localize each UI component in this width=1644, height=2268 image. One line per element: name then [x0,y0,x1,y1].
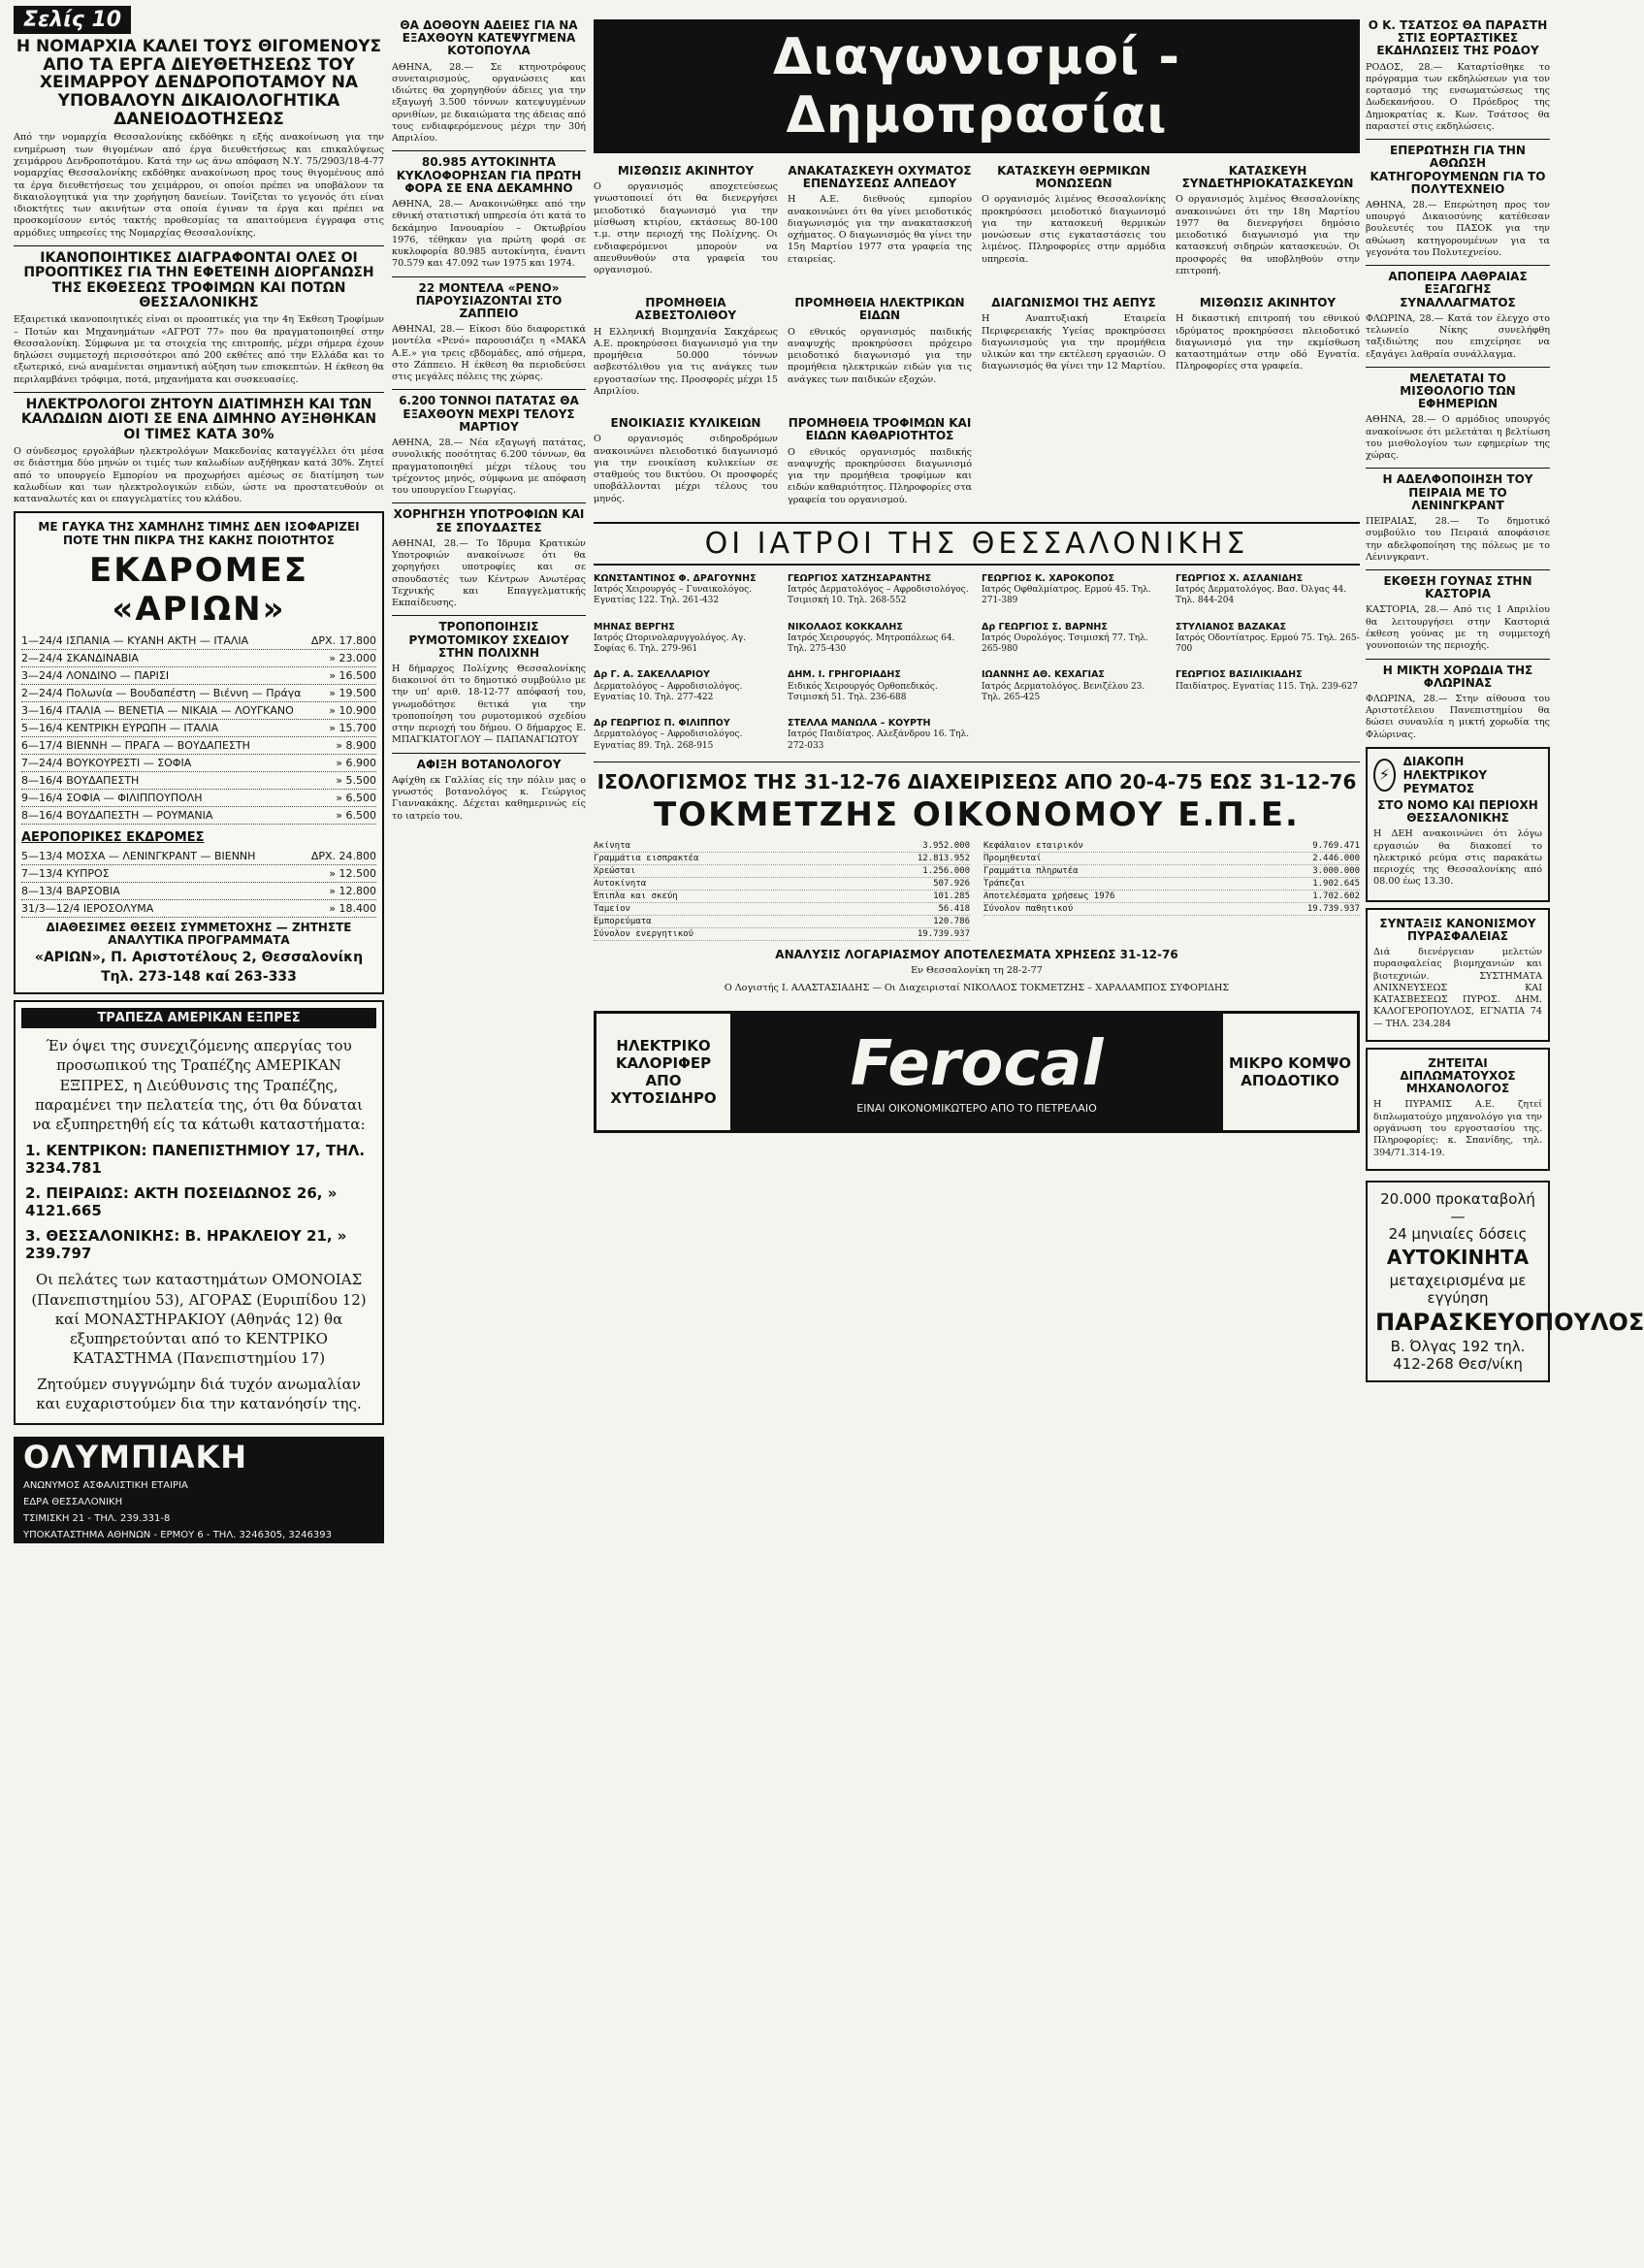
balance-line [594,853,970,865]
tour-price: » 23.000 [329,651,376,664]
doctor-info: Παιδίατρος. Εγνατίας 115. Τηλ. 239-627 [1176,681,1359,692]
fire-safety-title: ΣΥΝΤΑΞΙΣ ΚΑΝΟΝΙΣΜΟΥ ΠΥΡΑΣΦΑΛΕΙΑΣ [1379,916,1536,943]
tender-notice-title: ΚΑΤΑΣΚΕΥΗ ΣΥΝΔΕΤΗΡΙΟΚΑΤΑΣΚΕΥΩΝ [1181,164,1354,191]
tour-price: » 16.500 [329,668,376,682]
tour-route: 2—24/4 ΣΚΑΝΔΙΝΑΒΙΑ [21,651,139,664]
engineer-ad [1366,1048,1550,1171]
doctor-entry [1176,622,1360,656]
doctor-info: Ιατρός Ωτορινολαρυγγολόγος. Αγ. Σοφίας 6. Τηλ. 279-961 [594,632,746,655]
tender-notice-text: Ο οργανισμός λιμένος Θεσσαλονίκης προκηρύσσει μειοδοτικό διαγωνισμό για την κατασκευή θερμικών μονώσεων στις εγκαταστάσεις του λιμένος. Πληροφορίες στην αρμόδια υπηρεσία. [982,194,1166,265]
doctor-info: Ιατρός Δερματολόγος. Βασ. Όλγας 44. Τηλ. 844-204 [1176,585,1347,606]
article-body-botanist: Αφίχθη εκ Γαλλίας είς την πόλιν μας ο γνωστός βοτανολόγος κ. Γεώργιος Γιαννακάκης. Δέχεται καθημερινώς είς το ιατρείο του. [392,774,586,822]
olympiaki-sub-2: ΕΔΡΑ ΘΕΣΣΑΛΟΝΙΚΗ [23,1497,123,1508]
power-cut-subtitle: ΣΤΟ ΝΟΜΟ ΚΑΙ ΠΕΡΙΟΧΗ ΘΕΣΣΑΛΟΝΙΚΗΣ [1377,797,1538,826]
article-body-polichni: Η δήμαρχος Πολίχνης Θεσσαλονίκης διακοινοί ότι το δημοτικό συμβούλιο με την υπ' αριθ. 18-12-77 απόφασή του, γνωμοδότησε θετικά για την τροποποίηση του ρυμοτομικού σχεδίου στην περιοχή του δήμου. Ο δήμαρχος Ε. ΜΠΑΓΚΙΑΤΟΓΛΟΥ — ΠΑΠΑΝΑΓΙΩΤΟΥ [392,663,586,746]
tender-notice-title: ΑΝΑΚΑΤΑΣΚΕΥΗ ΟΧΥΜΑΤΟΣ ΕΠΕΝΔΥΣΕΩΣ ΑΛΠΕΔΟΥ [788,164,972,191]
article-title-priests: ΜΕΛΕΤΑΤΑΙ ΤΟ ΜΙΣΘΟΛΟΓΙΟ ΤΩΝ ΕΦΗΜΕΡΙΩΝ [1400,371,1516,411]
arion-intro: ΜΕ ΓΑΥΚΑ ΤΗΣ ΧΑΜΗΛΗΣ ΤΙΜΗΣ ΔΕΝ ΙΣΟΦΑΡΙΖΕΙ ΠΟΤΕ ΤΗΝ ΠΙΚΡΑ ΤΗΣ ΚΑΚΗΣ ΠΟΙΟΤΗΤΟΣ [38,520,360,547]
balance-value: 12.813.952 [917,853,970,863]
pl-title: ΑΝΑΛΥΣΙΣ ΛΟΓΑΡΙΑΣΜΟΥ ΑΠΟΤΕΛΕΣΜΑΤΑ ΧΡΗΣΕΩΣ 31-12-76 [775,947,1178,961]
balance-value: 507.926 [933,878,970,889]
balance-line [594,891,970,903]
air-tour-row [21,865,376,883]
air-tour-row [21,900,376,918]
divider [1366,569,1550,570]
doctor-info: Ιατρός Παιδίατρος. Αλεξάνδρου 16. Τηλ. 272-033 [788,729,970,751]
article-body-scholarships: ΑΘΗΝΑΙ, 28.— Το Ίδρυμα Κρατικών Υποτροφιών ανακοίνωσε ότι θα χορηγήσει υποτροφίες και σε σπουδαστές των Κέντρων Ανωτέρας Τεχνικής και Επαγγελματικής Εκπαίδευσης. [392,537,586,609]
amex-apology: Ζητούμεν συγγνώμην διά τυχόν ανωμαλίαν και ευχαριστούμεν δια την κατανόησίν της. [36,1375,362,1412]
article-body-piraeus: ΠΕΙΡΑΙΑΣ, 28.— Το δημοτικό συμβούλιο του Πειραιά αποφάσισε την αδελφοποίηση της πόλεως με το Λένινγκραντ. [1366,516,1550,563]
article-title-renault: 22 ΜΟΝΤΕΛΑ «ΡΕΝΟ» ΠΑΡΟΥΣΙΑΖΟΝΤΑΙ ΣΤΟ ΖΑΠΠΕΙΟ [415,280,563,320]
balance-value: 1.256.000 [922,865,970,876]
balance-line [594,903,970,916]
doctor-info: Ιατρός Δερματολόγος. Βενιζέλου 23. Τηλ. 265-425 [982,681,1145,702]
air-tour-route: 7—13/4 ΚΥΠΡΟΣ [21,866,110,880]
article-title-fur: ΕΚΘΕΣΗ ΓΟΥΝΑΣ ΣΤΗΝ ΚΑΣΤΟΡΙΑ [1383,574,1532,601]
tour-price: » 5.500 [336,773,376,787]
amex-bar: ΤΡΑΠΕΖΑ ΑΜΕΡΙΚΑΝ ΕΞΠΡΕΣ [21,1008,376,1028]
divider [392,276,586,277]
article-body-currency: ΦΛΩΡΙΝΑ, 28.— Κατά τον έλεγχο στο τελωνείο Νίκης συνελήφθη ταξιδιώτης που επιχείρησε να εξαγάγει λαθραία συνάλλαγμα. [1366,312,1550,360]
article-title-agrot: ΙΚΑΝΟΠΟΙΗΤΙΚΕΣ ΔΙΑΓΡΑΦΟΝΤΑΙ ΟΛΕΣ ΟΙ ΠΡΟΟΠΤΙΚΕΣ ΓΙΑ ΤΗΝ ΕΦΕΤΕΙΝΗ ΔΙΟΡΓΑΝΩΣΗ ΤΗΣ ΕΚΘΕΣΕΩΣ ΤΡΟΦΙΜΩΝ ΚΑΙ ΠΟΤΩΝ ΘΕΣΣΑΛΟΝΙΚΗΣ [23,249,374,310]
tender-notice [594,293,778,404]
tender-notices [594,161,1360,512]
divider [1366,139,1550,140]
balance-value: 19.739.937 [1306,903,1360,914]
divider [1366,659,1550,660]
tour-price: » 6.500 [336,808,376,822]
air-tour-route: 8—13/4 ΒΑΡΣΟΒΙΑ [21,884,120,897]
article-title-nomarchia: Η ΝΟΜΑΡΧΙΑ ΚΑΛΕΙ ΤΟΥΣ ΘΙΓΟΜΕΝΟΥΣ ΑΠΟ ΤΑ ΕΡΓΑ ΔΙΕΥΘΕΤΗΣΕΩΣ ΤΟΥ ΧΕΙΜΑΡΡΟΥ ΔΕΝΔΡΟΠΟΤΑΜΟΥ ΝΑ ΥΠΟΒΑΛΟΥΝ ΔΙΚΑΙΟΛΟΓΗΤΙΚΑ ΔΑΝΕΙΟΔΟΤΗΣΕΩΣ [16,37,382,129]
ferocal-ad [594,1011,1360,1133]
doctor-info: Ιατρός Χειρουργός – Γυναικολόγος. Εγνατίας 122. Τηλ. 261-432 [594,585,753,606]
tender-notice-text: Ο οργανισμός αποχετεύσεως γνωστοποιεί ότι θα διενεργήσει μειοδοτικό διαγωνισμό για την μίσθωση κτιρίου, εκτάσεως 80-100 τ.μ. στην περιοχή της Πολίχνης. Οι ενδιαφερόμενοι μπορούν να απευθυνθούν στα γραφεία του οργανισμού. [594,181,778,276]
article-body-tsatsos: ΡΟΔΟΣ, 28.— Καταρτίσθηκε το πρόγραμμα των εκδηλώσεων για τον εορτασμό της ενσωματώσεως της Δωδεκανήσου. Ο Πρόεδρος της Δημοκρατίας κ. Κων. Τσάτσος θα παραστεί στις εκδηλώσεις. [1366,61,1550,132]
arion-air-list [21,848,376,918]
amex-note: Οι πελάτες των καταστημάτων ΟΜΟΝΟΙΑΣ (Πανεπιστημίου 53), ΑΓΟΡΑΣ (Ευριπίδου 12) καί ΜΟΝΑΣΤΗΡΑΚΙΟΥ (Αθηνάς 12) θα εξυπηρετούνται από το ΚΕΝΤΡΙΚΟ ΚΑΤΑΣΤΗΜΑ (Πανεπιστημίου 17) [31,1271,367,1368]
balance-line [983,903,1360,916]
olympiaki-sub-1: ΑΝΩΝΥΜΟΣ ΑΣΦΑΛΙΣΤΙΚΗ ΕΤΑΙΡΙΑ [23,1480,188,1492]
power-cut-notice [1366,747,1550,902]
doctors-title: ΟΙ ΙΑΤΡΟΙ ΤΗΣ ΘΕΣΣΑΛΟΝΙΚΗΣ [594,522,1360,566]
article-title-polichni: ΤΡΟΠΟΠΟΙΗΣΙΣ ΡΥΜΟΤΟΜΙΚΟΥ ΣΧΕΔΙΟΥ ΣΤΗΝ ΠΟΛΙΧΝΗ [408,620,569,660]
amex-ad [14,1000,384,1425]
balance-sheet-grid [594,840,1360,941]
olympiaki-sub-3: ΤΣΙΜΙΣΚΗ 21 - ΤΗΛ. 239.331-8 [23,1513,171,1525]
divider [594,761,1360,762]
article-title-choir: Η ΜΙΚΤΗ ΧΟΡΩΔΙΑ ΤΗΣ ΦΛΩΡΙΝΑΣ [1382,663,1533,690]
doctor-info: Ιατρός Δερματολόγος – Αφροδισιολόγος. Τσιμισκή 10. Τηλ. 268-552 [788,585,969,606]
air-tour-row [21,883,376,900]
balance-line [594,878,970,891]
balance-line [594,865,970,878]
air-tour-price: » 18.400 [329,901,376,915]
balance-label: Ταμείον [594,903,630,914]
doctor-info: Δερματολόγος – Αφροδισιολόγος. Εγνατίας 89. Τηλ. 268-915 [594,729,743,751]
tour-row [21,685,376,702]
doctor-info: Ιατρός Οφθαλμίατρος. Ερμού 45. Τηλ. 271-389 [982,585,1151,606]
tender-notice-text: Η Ελληνική Βιομηχανία Σακχάρεως Α.Ε. προκηρύσσει διαγωνισμό για την προμήθεια 50.000 τόννων ασβεστόλιθου για τις ανάγκες των εργοστασίων της. Προσφορές μέχρι 15 Απριλίου. [594,326,778,397]
tender-notice [594,413,778,512]
tour-row [21,667,376,685]
tender-notice-title: ΠΡΟΜΗΘΕΙΑ ΗΛΕΚΤΡΙΚΩΝ ΕΙΔΩΝ [794,296,965,323]
ferocal-left-text: ΗΛΕΚΤΡΙΚΟ ΚΑΛΟΡΙΦΕΡ ΑΠΟ ΧΥΤΟΣΙΔΗΡΟ [610,1036,717,1107]
tour-price: » 8.900 [336,738,376,752]
tour-row [21,720,376,737]
balance-value: 120.786 [933,916,970,926]
amex-text: Έν όψει της συνεχιζόμενης απεργίας του προσωπικού της Τραπέζης ΑΜΕΡΙΚΑΝ ΕΞΠΡΕΣ, η Διεύθυνσις της Τραπέζης, παραμένει την πελατεία της, ότι θα δύναται να εξυπηρετηθή είς τα κάτωθι καταστήματα: [32,1037,366,1134]
tender-notice-title: ΚΑΤΑΣΚΕΥΗ ΘΕΡΜΙΚΩΝ ΜΟΝΩΣΕΩΝ [997,164,1150,191]
tour-route: 1—24/4 ΙΣΠΑΝΙΑ — ΚΥΑΝΗ ΑΚΤΗ — ΙΤΑΛΙΑ [21,633,249,647]
doctor-name: ΝΙΚΟΛΑΟΣ ΚΟΚΚΑΛΗΣ [788,621,903,632]
tour-price: » 10.900 [329,703,376,717]
balance-value: 101.285 [933,891,970,901]
tender-notice-text: Η Α.Ε. διεθνούς εμπορίου ανακοινώνει ότι θα γίνει μειοδοτικός διαγωνισμός για την ανακατασκευή οχήματος. Ο διαγωνισμός θα γίνει την 15η Μαρτίου 1977 στα γραφεία της εταιρείας. [788,194,972,265]
tour-route: 5—16/4 ΚΕΝΤΡΙΚΗ ΕΥΡΩΠΗ — ΙΤΑΛΙΑ [21,721,219,734]
doctor-info: Δερματολόγος – Αφροδισιολόγος. Εγνατίας 10. Τηλ. 277-422 [594,681,743,702]
article-title-tsatsos: Ο Κ. ΤΣΑΤΣΟΣ ΘΑ ΠΑΡΑΣΤΗ ΣΤΙΣ ΕΟΡΤΑΣΤΙΚΕΣ ΕΚΔΗΛΩΣΕΙΣ ΤΗΣ ΡΟΔΟΥ [1368,18,1548,58]
doctor-entry [788,622,972,656]
doctor-name: ΙΩΑΝΝΗΣ ΑΘ. ΚΕΧΑΓΙΑΣ [982,669,1105,681]
doctor-name: ΓΕΩΡΓΙΟΣ ΧΑΤΖΗΣΑΡΑΝΤΗΣ [788,572,932,584]
article-title-cars: 80.985 ΑΥΤΟΚΙΝΗΤΑ ΚΥΚΛΟΦΟΡΗΣΑΝ ΓΙΑ ΠΡΩΤΗ ΦΟΡΑ ΣΕ ΕΝΑ ΔΕΚΑΜΗΝΟ [396,155,582,195]
doctor-info: Ιατρός Χειρουργός. Μητροπόλεως 64. Τηλ. 275-430 [788,632,955,655]
tour-price: » 6.900 [336,756,376,769]
tour-row [21,632,376,650]
doctor-entry [788,669,972,703]
article-title-potatoes: 6.200 ΤΟΝΝΟΙ ΠΑΤΑΤΑΣ ΘΑ ΕΞΑΧΘΟΥΝ ΜΕΧΡΙ ΤΕΛΟΥΣ ΜΑΡΤΙΟΥ [399,394,579,434]
balance-value: 1.702.602 [1312,891,1360,901]
balance-label: Έπιπλα και σκεύη [594,891,678,901]
article-title-currency: ΑΠΟΠΕΙΡΑ ΛΑΘΡΑΙΑΣ ΕΞΑΓΩΓΗΣ ΣΥΝΑΛΛΑΓΜΑΤΟΣ [1388,270,1528,309]
ferocal-right-text: ΜΙΚΡΟ ΚΟΜΨΟ ΑΠΟΔΟΤΙΚΟ [1229,1053,1351,1089]
doctor-info: Ιατρός Ουρολόγος. Τσιμισκή 77. Τηλ. 265-980 [982,632,1148,655]
doctor-entry [788,718,972,752]
tender-notice-title: ΔΙΑΓΩΝΙΣΜΟΙ ΤΗΣ ΑΕΠΥΣ [991,296,1156,310]
article-body-priests: ΑΘΗΝΑ, 28.— Ο αρμόδιος υπουργός ανακοίνωσε ότι μελετάται η βελτίωση του μισθολογίου των εφημερίων της χώρας. [1366,414,1550,462]
tour-route: 8—16/4 ΒΟΥΔΑΠΕΣΤΗ — ΡΟΥΜΑΝΙΑ [21,808,213,822]
doctor-entry [982,573,1166,607]
power-cut-title: ΔΙΑΚΟΠΗ ΗΛΕΚΤΡΙΚΟΥ ΡΕΥΜΑΤΟΣ [1402,754,1488,795]
tender-notice-title: ΜΙΣΘΩΣΙΣ ΑΚΙΝΗΤΟΥ [617,164,755,178]
ferocal-slogan: ΕΙΝΑΙ ΟΙΚΟΝΟΜΙΚΩΤΕΡΟ ΑΠΟ ΤΟ ΠΕΤΡΕΛΑΙΟ [856,1102,1097,1116]
divider [392,150,586,151]
balance-value: 3.952.000 [922,840,970,851]
doctor-entry [594,573,778,607]
tender-notice [788,161,972,283]
divider [392,389,586,390]
tour-route: 8—16/4 ΒΟΥΔΑΠΕΣΤΗ [21,773,140,787]
article-body-cars: ΑΘΗΝΑ, 28.— Ανακοινώθηκε από την εθνική στατιστική υπηρεσία ότι κατά το δεκάμηνο Ιανουαρίου – Οκτωβρίου 1976, τέθηκαν για πρώτη φορά σε κυκλοφορία 80.985 αυτοκίνητα, έναντι 70.579 και 47.092 των 1975 και 1974. [392,198,586,270]
divider [14,245,384,246]
tender-notice [1176,161,1360,283]
doctor-entry [1176,573,1360,607]
divider [392,615,586,616]
tender-notice-title: ΜΙΣΘΩΣΙΣ ΑΚΙΝΗΤΟΥ [1199,296,1337,310]
divider [1366,468,1550,469]
article-body-fur: ΚΑΣΤΟΡΙΑ, 28.— Από τις 1 Απριλίου θα λειτουργήσει στην Καστοριά έκθεση γούνας με τη συμμετοχή γουνοποιών της περιοχής. [1366,604,1550,652]
tender-notice-title: ΕΝΟΙΚΙΑΣΙΣ ΚΥΛΙΚΕΙΩΝ [610,416,761,431]
tour-route: 7—24/4 ΒΟΥΚΟΥΡΕΣΤΙ — ΣΟΦΙΑ [21,756,192,769]
engineer-title: ΖΗΤΕΙΤΑΙ ΔΙΠΛΩΜΑΤΟΥΧΟΣ ΜΗΧΑΝΟΛΟΓΟΣ [1400,1055,1516,1096]
divider [14,392,384,393]
tour-price: ΔΡΧ. 17.800 [310,633,376,647]
tender-notice [594,161,778,283]
tender-notice [788,413,972,512]
article-body-electricians: Ο σύνδεσμος εργολάβων ηλεκτρολόγων Μακεδονίας καταγγέλλει ότι μέσα σε διάστημα δύο μηνών οι τιμές των καλωδίων αυξήθηκαν κατά 30%. Ζητεί από το υπουργείο Εμπορίου να προχωρήσει αμέσως σε διατίμηση των καλωδίων και των ηλεκτρολογικών ειδών, ώστε να προστατευθούν οι καταναλωτές και οι επαγγελματίες του κλάδου. [14,446,384,505]
page-label-bar [14,6,384,34]
air-tour-route: 31/3—12/4 ΙΕΡΟΣΟΛΥΜΑ [21,901,154,915]
car-ad-line-2: ΑΥΤΟΚΙΝΗΤΑ [1386,1245,1530,1269]
amex-address-3: 3. ΘΕΣΣΑΛΟΝΙΚΗΣ: Β. ΗΡΑΚΛΕΙΟΥ 21, » 239.797 [25,1227,347,1263]
arion-footer-2: «ΑΡΙΩΝ», Π. Αριστοτέλους 2, Θεσσαλονίκη [34,950,364,966]
amex-address-2: 2. ΠΕΙΡΑΙΩΣ: ΑΚΤΗ ΠΟΣΕΙΔΩΝΟΣ 26, » 4121.665 [25,1184,338,1220]
article-title-scholarships: ΧΟΡΗΓΗΣΗ ΥΠΟΤΡΟΦΙΩΝ ΚΑΙ ΣΕ ΣΠΟΥΔΑΣΤΕΣ [393,507,585,535]
tour-row [21,790,376,807]
balance-value: 56.418 [938,903,970,914]
olympiaki-ad [14,1437,384,1543]
air-tour-row [21,848,376,865]
divider [392,753,586,754]
air-tour-route: 5—13/4 ΜΟΣΧΑ — ΛΕΝΙΝΓΚΡΑΝΤ — ΒΙΕΝΝΗ [21,849,256,862]
amex-address-1: 1. ΚΕΝΤΡΙΚΟΝ: ΠΑΝΕΠΙΣΤΗΜΙΟΥ 17, ΤΗΛ. 3234.781 [25,1142,366,1178]
article-body-renault: ΑΘΗΝΑΙ, 28.— Είκοσι δύο διαφορετικά μοντέλα «Ρενό» παρουσιάζει η «ΜΑΚΑ Α.Ε.» για τρεις εβδομάδες, από σήμερα, στο Ζάππειο. Η έκθεση θα περιοδεύσει στις μεγάλες πόλεις της χώρας. [392,324,586,383]
balance-line [983,840,1360,853]
tour-row [21,650,376,667]
arion-tours-ad [14,511,384,994]
tour-price: » 6.500 [336,791,376,804]
balance-line [983,865,1360,878]
tour-row [21,702,376,720]
tour-row [21,772,376,790]
balance-value: 9.769.471 [1312,840,1360,851]
article-title-botanist: ΑΦΙΞΗ ΒΟΤΑΝΟΛΟΓΟΥ [416,757,562,771]
balance-label: Κεφάλαιον εταιρικόν [983,840,1083,851]
balance-value: 19.739.937 [917,928,970,939]
doctor-name: Δρ ΓΕΩΡΓΙΟΣ Σ. ΒΑΡΝΗΣ [982,621,1108,632]
balance-label: Γραμμάτια πληρωτέα [983,865,1079,876]
doctor-entry [982,622,1166,656]
fire-safety-ad [1366,908,1550,1042]
balance-label: Τράπεζαι [983,878,1026,889]
doctor-name: Δρ ΓΕΩΡΓΙΟΣ Π. ΦΙΛΙΠΠΟΥ [594,718,730,729]
divider [392,502,586,503]
article-title-electricians: ΗΛΕΚΤΡΟΛΟΓΟΙ ΖΗΤΟΥΝ ΔΙΑΤΙΜΗΣΗ ΚΑΙ ΤΩΝ ΚΑΛΩΔΙΩΝ ΔΙΟΤΙ ΣΕ ΕΝΑ ΔΙΜΗΝΟ ΑΥΞΗΘΗΚΑΝ ΟΙ ΤΙΜΕΣ ΚΑΤΑ 30% [20,396,377,442]
doctors-list [594,573,1360,757]
doctor-name: ΓΕΩΡΓΙΟΣ Χ. ΑΣΛΑΝΙΔΗΣ [1176,572,1304,584]
doctor-entry [1176,669,1360,703]
car-ad-line-1b: 24 μηνιαίες δόσεις [1388,1224,1528,1243]
tender-notice-text: Η Αναπτυξιακή Εταιρεία Περιφερειακής Υγείας προκηρύσσει διαγωνισμούς για την προμήθεια υλικών και την εκτέλεση εργασιών. Ο διαγωνισμός θα γίνει την 12 Μαρτίου. [982,313,1166,373]
balance-value: 1.902.645 [1312,878,1360,889]
tour-row [21,737,376,755]
tender-notice-text: Ο εθνικός οργανισμός παιδικής αναψυχής προκηρύσσει πρόχειρο μειοδοτικό διαγωνισμό για την προμήθεια ηλεκτρικών ειδών για τις ανάγκες των παιδικών εξοχών. [788,326,972,385]
tender-notice [982,293,1166,404]
tender-notice-text: Ο οργανισμός λιμένος Θεσσαλονίκης ανακοινώνει ότι την 18η Μαρτίου 1977 θα διενεργήσει δημόσιο μειοδοτικό διαγωνισμό για την κατασκευή σιδηρών κατασκευών. Οι προσφορές θα υποβληθούν στην επιτροπή. [1176,194,1360,276]
doctor-name: ΓΕΩΡΓΙΟΣ ΒΑΣΙΛΙΚΙΑΔΗΣ [1176,669,1303,681]
arion-air-title: ΑΕΡΟΠΟΡΙΚΕΣ ΕΚΔΡΟΜΕΣ [21,829,205,845]
air-tour-price: » 12.800 [329,884,376,897]
column-2 [392,0,586,828]
doctor-name: ΚΩΝΣΤΑΝΤΙΝΟΣ Φ. ΔΡΑΓΟΥΝΗΣ [594,572,757,584]
column-4 [1366,0,1644,1382]
divider [1366,265,1550,266]
tour-route: 3—16/4 ΙΤΑΛΙΑ — ΒΕΝΕΤΙΑ — ΝΙΚΑΙΑ — ΛΟΥΓΚΑΝΟ [21,703,294,717]
car-ad-line-1: 20.000 προκαταβολή — [1380,1189,1535,1225]
ferocal-brand: Ferocal [850,1028,1104,1101]
olympiaki-logo: ΟΛΥΜΠΙΑΚΗ [23,1439,248,1476]
balance-line [983,853,1360,865]
doctor-name: ΣΤΕΛΛΑ ΜΑΝΩΛΑ – ΚΟΥΡΤΗ [788,718,931,729]
balance-line [983,891,1360,903]
tender-notice [1176,293,1360,404]
balance-label: Εμπορεύματα [594,916,652,926]
balance-label: Ακίνητα [594,840,630,851]
balance-label: Προμηθευταί [983,853,1042,863]
doctor-entry [594,718,778,752]
balance-label: Σύνολον ενεργητικού [594,928,693,939]
tour-price: » 15.700 [329,721,376,734]
olympiaki-sub-4: ΥΠΟΚΑΤΑΣΤΗΜΑ ΑΘΗΝΩΝ - ΕΡΜΟΥ 6 - ΤΗΛ. 3246305, 3246393 [23,1530,332,1541]
divider [1366,367,1550,368]
column-3 [594,0,1360,1133]
air-tour-price: ΔΡΧ. 24.800 [310,849,376,862]
balance-place: Εν Θεσσαλονίκη τη 28-2-77 [911,965,1043,977]
power-cut-text: Η ΔΕΗ ανακοινώνει ότι λόγω εργασιών θα διακοπεί το ηλεκτρικό ρεύμα στις παρακάτω περιοχές της Θεσσαλονίκης από 08.00 έως 13.30. [1373,828,1542,888]
column-1 [14,0,384,1543]
doctor-entry [982,669,1166,703]
balance-signers: Ο Λογιστής Ι. ΑΛΑΣΤΑΣΙΑΔΗΣ — Οι Διαχειρισταί ΝΙΚΟΛΑΟΣ ΤΟΚΜΕΤΖΗΣ – ΧΑΡΑΛΑΜΠΟΣ ΣΥΦΟΡΙΔΗΣ [724,983,1230,994]
balance-line [594,916,970,928]
balance-sheet-title: ΙΣΟΛΟΓΙΣΜΟΣ ΤΗΣ 31-12-76 ΔΙΑΧΕΙΡΙΣΕΩΣ ΑΠΟ 20-4-75 ΕΩΣ 31-12-76 [596,769,1357,794]
car-ad-dealer: ΠΑΡΑΣΚΕΥΟΠΟΥΛΟΣ [1375,1308,1644,1336]
tour-route: 6—17/4 ΒΙΕΝΝΗ — ΠΡΑΓΑ — ΒΟΥΔΑΠΕΣΤΗ [21,738,250,752]
car-dealer-ad [1366,1181,1644,1382]
doctor-info: Ιατρός Οδοντίατρος. Ερμού 75. Τηλ. 265-700 [1176,632,1360,655]
tour-route: 2—24/4 Πολωνία — Βουδαπέστη — Βιέννη — Πράγα [21,686,302,699]
balance-value: 2.446.000 [1312,853,1360,863]
car-ad-address: Β. Όλγας 192 τηλ. 412-268 Θεσ/νίκη [1390,1337,1526,1373]
balance-label: Χρεώσται [594,865,636,876]
balance-label: Σύνολον παθητικού [983,903,1074,914]
tour-price: » 19.500 [329,686,376,699]
lightning-bolt-icon: ⚡ [1373,759,1396,792]
article-body-chicken: ΑΘΗΝΑ, 28.— Σε κτηνοτρόφους συνεταιρισμούς, οργανώσεις και ιδιώτες θα χορηγηθούν άδειες για την εξαγωγή 3.500 τόννων κατεψυγμένων ορνιθίων, με δικαιώματα της άδειας από τους ενδιαφερόμενους μέχρι την 30ή Απριλίου. [392,61,586,145]
tenders-banner: Διαγωνισμοί - Δημοπρασίαι [594,19,1360,153]
car-ad-line-2b: μεταχειρισμένα με εγγύηση [1389,1271,1527,1307]
doctor-name: ΜΗΝΑΣ ΒΕΡΓΗΣ [594,621,675,632]
balance-value: 3.000.000 [1312,865,1360,876]
power-cut-header [1373,755,1542,795]
tender-notice-text: Ο εθνικός οργανισμός παιδικής αναψυχής προκηρύσσει διαγωνισμό για την προμήθεια τροφίμων και ειδών καθαριότητος. Πληροφορίες στα γραφεία του οργανισμού. [788,446,972,505]
tender-notice-title: ΠΡΟΜΗΘΕΙΑ ΤΡΟΦΙΜΩΝ ΚΑΙ ΕΙΔΩΝ ΚΑΘΑΡΙΟΤΗΤΟΣ [788,416,972,443]
doctor-name: Δρ Γ. Α. ΣΑΚΕΛΛΑΡΙΟΥ [594,669,710,681]
tender-notice [788,293,972,404]
balance-sheet-company: ΤΟΚΜΕΤΖΗΣ ΟΙΚΟΝΟΜΟΥ Ε.Π.Ε. [654,794,1300,834]
tour-route: 3—24/4 ΛΟΝΔΙΝΟ — ΠΑΡΙΣΙ [21,668,170,682]
tender-notice-text: Η δικαστική επιτροπή του εθνικού ιδρύματος προκηρύσσει πλειοδοτικό διαγωνισμό για την εκμίσθωση καταστημάτων στην οδό Εγνατία. Πληροφορίες στα γραφεία. [1176,313,1360,373]
article-body-agrot: Εξαιρετικά ικανοποιητικές είναι οι προοπτικές για την 4η Έκθεση Τροφίμων – Ποτών και Μηχανημάτων «ΑΓΡΟΤ 77» που θα πραγματοποιηθεί στην Θεσσαλονίκη. Σύμφωνα με τα στοιχεία της επιτροπής, μέχρι σήμερα έχουν δηλώσει συμμετοχή περισσότεροι από 200 εκθέτες από την Ελλάδα και το εξωτερικό, ενώ αναμένεται σημαντική αύξηση των επισκεπτών. Η έκθεση θα περιλαμβάνει τρόφιμα, ποτά, μηχανήματα και συσκευασίες. [14,314,384,385]
tour-row [21,807,376,825]
tour-row [21,755,376,772]
doctor-entry [788,573,972,607]
ferocal-brand-panel [730,1014,1223,1130]
tour-route: 9—16/4 ΣΟΦΙΑ — ΦΙΛΙΠΠΟΥΠΟΛΗ [21,791,203,804]
article-body-polytechnic: ΑΘΗΝΑ, 28.— Επερώτηση προς τον υπουργό Δικαιοσύνης κατέθεσαν βουλευτές του ΠΑΣΟΚ για την αθώωση κατηγορουμένων για τα γεγονότα του Πολυτεχνείου. [1366,199,1550,258]
doctor-name: ΔΗΜ. Ι. ΓΡΗΓΟΡΙΑΔΗΣ [788,669,901,681]
article-title-polytechnic: ΕΠΕΡΩΤΗΣΗ ΓΙΑ ΤΗΝ ΑΘΩΩΣΗ ΚΑΤΗΓΟΡΟΥΜΕΝΩΝ ΓΙΑ ΤΟ ΠΟΛΥΤΕΧΝΕΙΟ [1370,144,1546,196]
assets-list [594,840,970,941]
doctor-entry [594,669,778,703]
balance-line [983,878,1360,891]
balance-label: Γραμμάτια εισπρακτέα [594,853,699,863]
page-label: Σελίς 10 [14,6,131,34]
article-title-chicken: ΘΑ ΔΟΘΟΥΝ ΑΔΕΙΕΣ ΓΙΑ ΝΑ ΕΞΑΧΘΟΥΝ ΚΑΤΕΨΥΓΜΕΝΑ ΚΟΤΟΠΟΥΛΑ [400,18,578,58]
article-body-potatoes: ΑΘΗΝΑ, 28.— Νέα εξαγωγή πατάτας, συνολικής ποσότητας 6.200 τόννων, θα πραγματοποιηθεί μέχρι τέλους του τρέχοντος μηνός, σύμφωνα με απόφαση του υπουργείου Γεωργίας. [392,437,586,497]
engineer-text: Η ΠΥΡΑΜΙΣ Α.Ε. ζητεί διπλωματούχο μηχανολόγο για την οργάνωση του εργοστασίου της. Πληροφορίες: κ. Σπανίδης, τηλ. 394/71.314-19. [1373,1099,1542,1158]
doctor-info: Ειδικός Χειρουργός Ορθοπεδικός. Τσιμισκή 51. Τηλ. 236-688 [788,681,938,702]
fire-safety-text: Διά διενέργειαν μελετών πυρασφαλείας βιομηχανιών και βιοτεχνιών. ΣΥΣΤΗΜΑΤΑ ΑΝΙΧΝΕΥΣΕΩΣ ΚΑΙ ΚΑΤΑΣΒΕΣΕΩΣ ΠΥΡΟΣ. ΔΗΜ. ΚΑΛΟΓΕΡΟΠΟΥΛΟΣ, ΕΓΝΑΤΙΑ 74 — ΤΗΛ. 234.284 [1373,947,1542,1029]
liabilities-list [983,840,1360,941]
balance-label: Αποτελέσματα χρήσεως 1976 [983,891,1115,901]
doctor-name: ΓΕΩΡΓΙΟΣ Κ. ΧΑΡΟΚΟΠΟΣ [982,572,1114,584]
arion-footer-1: ΔΙΑΘΕΣΙΜΕΣ ΘΕΣΕΙΣ ΣΥΜΜΕΤΟΧΗΣ — ΖΗΤΗΣΤΕ ΑΝΑΛΥΤΙΚΑ ΠΡΟΓΡΑΜΜΑΤΑ [46,920,352,948]
tender-notice-title: ΠΡΟΜΗΘΕΙΑ ΑΣΒΕΣΤΟΛΙΘΟΥ [634,296,737,323]
tender-notice-text: Ο οργανισμός σιδηροδρόμων ανακοινώνει πλειοδοτικό διαγωνισμό για την ενοικίαση κυλικείων σε σταθμούς του δικτύου. Οι προσφορές υποβάλλονται μέχρι τέλους του μηνός. [594,434,778,504]
air-tour-price: » 12.500 [329,866,376,880]
doctor-entry [594,622,778,656]
article-title-piraeus: Η ΑΔΕΛΦΟΠΟΙΗΣΗ ΤΟΥ ΠΕΙΡΑΙΑ ΜΕ ΤΟ ΛΕΝΙΝΓΚΡΑΝΤ [1382,472,1533,512]
article-body-choir: ΦΛΩΡΙΝΑ, 28.— Στην αίθουσα του Αριστοτέλειου Πανεπιστημίου θα δώσει συναυλία η μικτή χορωδία της Φλώρινας. [1366,693,1550,740]
article-body-nomarchia: Από την νομαρχία Θεσσαλονίκης εκδόθηκε η εξής ανακοίνωση για την ενημέρωση των θιγομένων από έργα διευθετήσεως και επικαλύψεως χειμάρρου Δενδροποτάμου. Κατά την ως άνω απόφαση Ν.Υ. 75/2903/18-4-77 νομαρχίας Θεσσαλονίκης εκδόθηκε ανακοίνωση προς τους θιγομένους από τα έργα διευθετήσεως του χειμάρρου, οι οποίοι πρέπει να υποβάλουν τα δικαιολογητικά για την χορήγηση δανείων. Τονίζεται το γεγονός ότι είναι ιδιοκτήτες των ακινήτων στα οποία έγιναν τα έργα και πρέπει να προσκομίσουν εντός τακτής προθεσμίας τα απαιτούμενα έγγραφα στις αρμόδιες υπηρεσίες της Νομαρχίας Θεσσαλονίκης. [14,132,384,239]
balance-label: Αυτοκίνητα [594,878,647,889]
balance-line [594,840,970,853]
arion-route-list [21,632,376,825]
balance-line [594,928,970,941]
arion-footer-3: Τηλ. 273-148 καί 263-333 [101,968,297,985]
tender-notice [982,161,1166,283]
arion-title: ΕΚΔΡΟΜΕΣ «ΑΡΙΩΝ» [89,550,308,629]
doctor-name: ΣΤΥΛΙΑΝΟΣ ΒΑΖΑΚΑΣ [1176,621,1286,632]
